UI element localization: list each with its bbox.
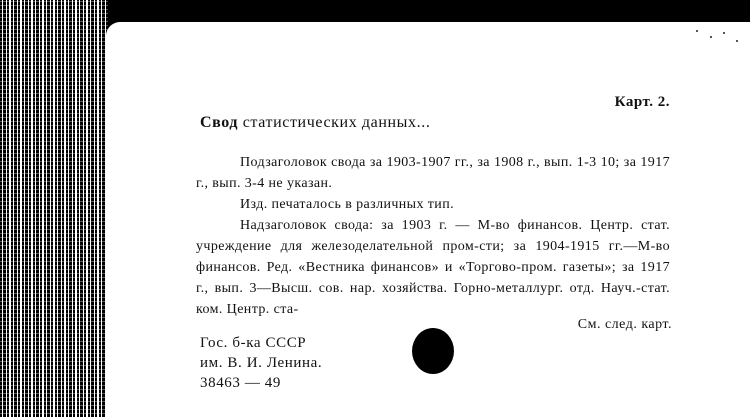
card-title	[200, 114, 430, 132]
paragraph-printing: Изд. печаталось в различных тип.	[240, 197, 454, 212]
paragraph-subtitle: Подзаголовок свода за 1903-1907 гг., за 1908 г., вып. 1-3 10; за 1917 г., вып. 3-4 не указан.	[196, 155, 670, 191]
see-next-card: См. след. карт.	[577, 317, 672, 332]
punch-hole	[412, 328, 454, 374]
title-bold-word: Свод	[200, 114, 239, 131]
paragraph-header: Надзаголовок свода: за 1903 г. — М-во финансов. Центр. стат. учреждение для железоделательной пром-сти; за 1904-1915 гг.—М-во финансов. Ред. «Вестника финансов» и «Торгово-пром. газеты»; за 1917 г., вып. 3—Высш. сов. нар. хозяйства. Горно-металлург. отд. Науч.-стат. ком. Центр. ста-	[196, 218, 670, 317]
catalog-card	[106, 22, 750, 417]
title-rest: статистических данных...	[242, 114, 431, 131]
library-stamp	[200, 333, 322, 393]
scan-speck	[710, 36, 712, 38]
library-line-3: 38463 — 49	[200, 375, 281, 391]
scan-speck	[736, 40, 738, 42]
library-line-2: им. В. И. Ленина.	[200, 355, 323, 371]
card-body	[196, 152, 670, 320]
library-line-1: Гос. б-ка СССР	[200, 335, 307, 351]
scan-edge-stripes	[0, 0, 108, 417]
scan-speck	[723, 32, 725, 34]
card-number: Карт. 2.	[614, 94, 670, 110]
scan-speck	[696, 30, 698, 32]
